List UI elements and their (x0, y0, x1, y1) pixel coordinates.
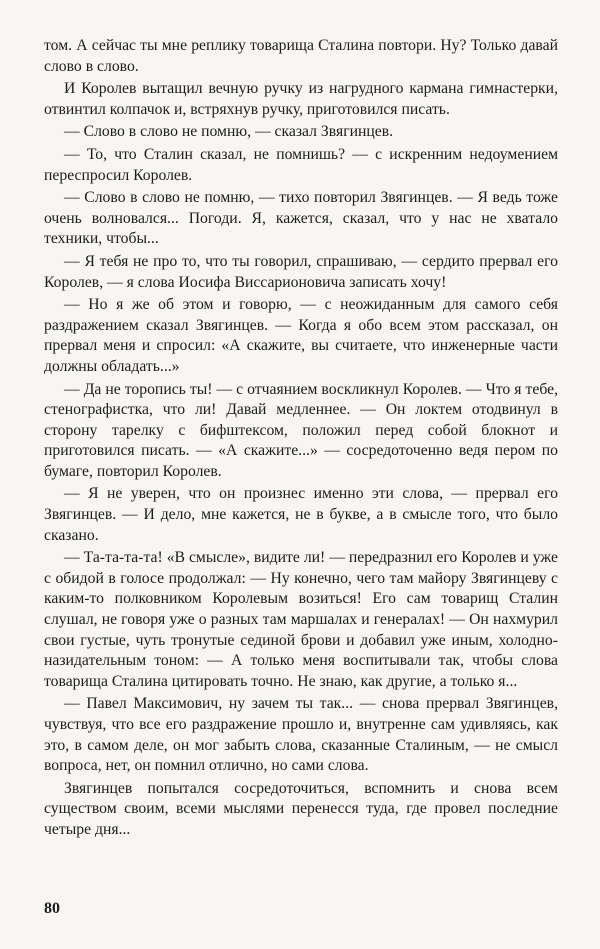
paragraph: — Та-та-та-та! «В смысле», видите ли! — передразнил его Королев и уже с обидой в голосе продолжал: — Ну конечно, чего там майору Звягинцеву с каким-то полковником Королевым возиться! Его сам товарищ Сталин слушал, не говоря уже о разных там маршалах и генералах! — Он нахмурил свои густые, чуть тронутые сединой брови и добавил уже иным, холодно-назидательным тоном: — А только меня воспитывали так, чтобы слова товарища Сталина цитировать точно. Не знаю, как другие, а только я... (44, 549, 558, 690)
paragraph: — Павел Максимович, ну зачем ты так... — снова прервал Звягинцев, чувствуя, что все его раздражение прошло и, внутренне сам удивляясь, как это, в самом деле, он мог забыть слова, сказанные Сталиным, — не смысл вопроса, нет, он помнил отлично, но сами слова. (44, 695, 558, 775)
page-body (44, 36, 558, 841)
paragraph: — Да не торопись ты! — с отчаянием воскликнул Королев. — Что я тебе, стенографистка, что ли! Давай медленнее. — Он локтем отодвинул в сторону тарелку с бифштексом, положил перед собой блокнот и приготовился писать. — «А скажите...» — сосредоточенно ведя пером по бумаге, повторил Королев. (44, 380, 558, 480)
page-number: 80 (44, 900, 60, 917)
paragraph: — Я тебя не про то, что ты говорил, спрашиваю, — сердито прервал его Королев, — я слова Иосифа Виссарионовича записать хочу! (44, 252, 558, 291)
paragraph: И Королев вытащил вечную ручку из нагрудного кармана гимнастерки, отвинтил колпачок и, встряхнув ручку, приготовился писать. (44, 80, 558, 118)
paragraph: — Я не уверен, что он произнес именно эти слова, — прервал его Звягинцев. — И дело, мне кажется, не в букве, а в смысле того, что было сказано. (44, 485, 558, 544)
paragraph: Звягинцев попытался сосредоточиться, вспомнить и снова всем существом своим, всеми мыслями перенесся туда, где провел последние четыре дня... (44, 779, 558, 838)
paragraph: — Слово в слово не помню, — сказал Звягинцев. (64, 123, 394, 141)
paragraph: том. А сейчас ты мне реплику товарища Сталина повтори. Ну? Только давай слово в слово. (44, 37, 558, 75)
paragraph: — Слово в слово не помню, — тихо повторил Звягинцев. — Я ведь тоже очень волновался... Погоди. Я, кажется, сказал, что у нас не хватало техники, чтобы... (44, 189, 558, 248)
paragraph: — Но я же об этом и говорю, — с неожиданным для самого себя раздражением сказал Звягинцев. — Когда я обо всем этом рассказал, он прервал меня и спросил: «А скажите, вы считаете, что инженерные части должны обладать...» (44, 296, 558, 375)
paragraph: — То, что Сталин сказал, не помнишь? — с искренним недоумением переспросил Королев. (44, 145, 558, 184)
